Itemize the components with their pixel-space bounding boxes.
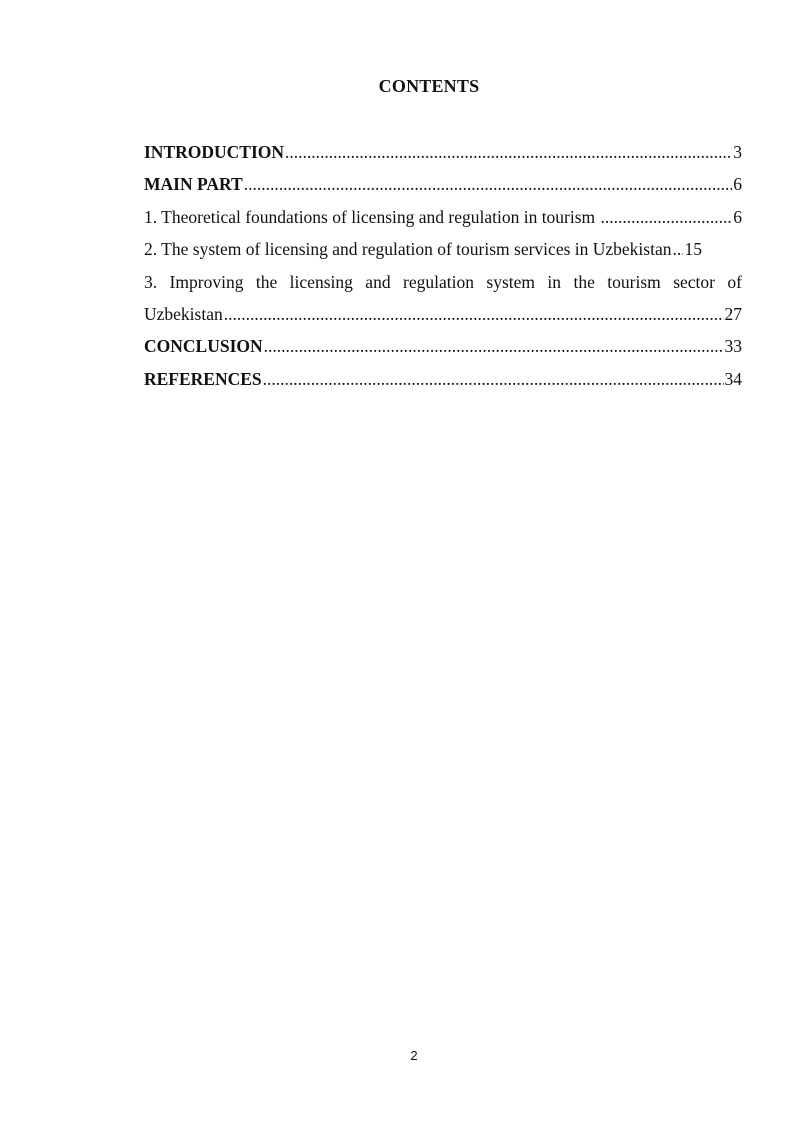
toc-entry-conclusion[interactable] — [144, 333, 742, 365]
dot-leader — [244, 171, 733, 197]
dot-leader — [264, 333, 724, 359]
toc-entry-label: REFERENCES — [144, 368, 262, 389]
toc-entry-label: 1. Theoretical foundations of licensing and regulation in tourism — [144, 206, 600, 227]
page-number: 2 — [410, 1048, 418, 1063]
toc-entry-label: INTRODUCTION — [144, 142, 285, 162]
toc-entry-label: Uzbekistan — [144, 303, 223, 324]
contents-heading: CONTENTS — [378, 76, 480, 96]
toc-entry-page: 15 — [684, 239, 702, 260]
toc-entry-label: MAIN PART — [144, 174, 243, 195]
toc-entry-introduction[interactable] — [144, 139, 742, 171]
dot-leader — [224, 301, 724, 327]
toc-entry-main-part[interactable] — [144, 171, 742, 203]
toc-entry-page: 6 — [733, 174, 742, 195]
dot-leader — [672, 236, 683, 262]
toc-entry-section-3-line-2[interactable] — [144, 301, 742, 333]
toc-entry-page: 34 — [724, 368, 742, 389]
toc-entry-page: 33 — [724, 336, 742, 357]
dot-leader — [285, 139, 732, 165]
toc-entry-section-1[interactable] — [144, 204, 742, 236]
dot-leader — [601, 204, 733, 230]
toc-entry-section-2[interactable] — [144, 236, 742, 268]
toc-entry-label: 2. The system of licensing and regulation of tourism services in Uzbekistan — [144, 239, 672, 260]
toc-entry-label: CONCLUSION — [144, 336, 263, 357]
toc-entry-page: 6 — [733, 206, 742, 227]
dot-leader — [263, 366, 724, 392]
toc-entry-page: 3 — [733, 142, 742, 162]
toc-entry-section-3-line-1[interactable] — [144, 269, 742, 301]
toc-entry-label: 3. Improving the licensing and regulation system in the tourism sector of — [144, 271, 742, 292]
toc-entry-page: 27 — [724, 303, 742, 324]
table-of-contents — [144, 139, 742, 398]
toc-entry-references[interactable] — [144, 366, 742, 398]
